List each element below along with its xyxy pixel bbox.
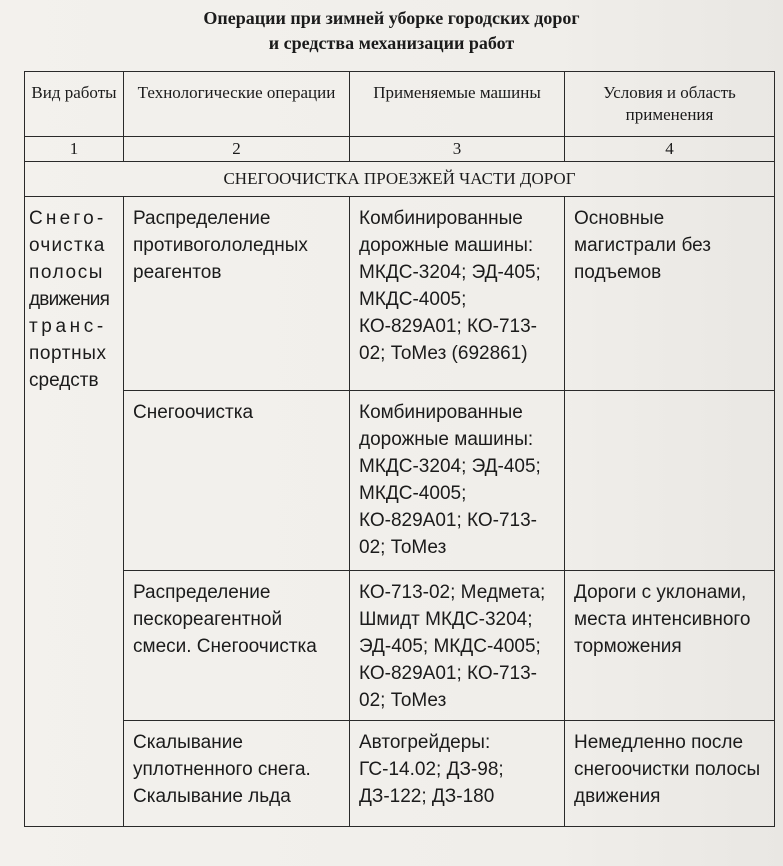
operation-cell: Распределение пескореагентной смеси. Снегоочистка	[124, 571, 350, 721]
operation-cell: Распределение противогололедных реагентов	[124, 197, 350, 391]
work-type-line: транс-	[29, 316, 107, 337]
work-type-line: портных	[29, 343, 107, 364]
machines-cell: Автогрейдеры: ГС-14.02; ДЗ-98; ДЗ-122; ДЗ-180	[350, 721, 565, 827]
table-row	[25, 571, 775, 721]
table-row	[25, 721, 775, 827]
machines-cell: Комбинированные дорожные машины: МКДС-3204; ЭД-405; МКДС-4005; КО-829А01; КО-713-02; ТоМез	[350, 391, 565, 571]
work-type-line: полосы	[29, 262, 105, 283]
column-number: 4	[565, 137, 775, 162]
header-operations: Технологические операции	[124, 72, 350, 137]
work-type-line: очистка	[29, 235, 106, 256]
table-row	[25, 391, 775, 571]
header-conditions: Условия и область применения	[565, 72, 775, 137]
operation-cell: Скалывание уплотненного снега. Скалывание льда	[124, 721, 350, 827]
header-work-type: Вид работы	[25, 72, 124, 137]
machines-cell: Комбинированные дорожные машины: МКДС-3204; ЭД-405; МКДС-4005; КО-829А01; КО-713-02; ТоМез (692861)	[350, 197, 565, 391]
column-number: 3	[350, 137, 565, 162]
conditions-cell	[565, 391, 775, 571]
header-row	[25, 72, 775, 137]
work-type-cell	[25, 197, 124, 827]
section-row	[25, 162, 775, 197]
title-line-2: и средства механизации работ	[268, 33, 515, 53]
column-number: 2	[124, 137, 350, 162]
work-type-line: движения	[29, 289, 110, 310]
work-type-line: средств	[29, 370, 99, 391]
conditions-cell: Немедленно после снегоочистки полосы движения	[565, 721, 775, 827]
operations-table	[24, 71, 775, 827]
column-number-row	[25, 137, 775, 162]
title-line-1: Операции при зимней уборке городских дорог	[203, 8, 580, 28]
header-machines: Применяемые машины	[350, 72, 565, 137]
table-row	[25, 197, 775, 391]
section-title: СНЕГООЧИСТКА ПРОЕЗЖЕЙ ЧАСТИ ДОРОГ	[25, 162, 775, 197]
conditions-cell: Основные магистрали без подъемов	[565, 197, 775, 391]
machines-cell: КО-713-02; Медмета; Шмидт МКДС-3204; ЭД-405; МКДС-4005; КО-829А01; КО-713-02; ТоМез	[350, 571, 565, 721]
operation-cell: Снегоочистка	[124, 391, 350, 571]
document-title	[0, 6, 783, 56]
conditions-cell: Дороги с уклонами, места интенсивного торможения	[565, 571, 775, 721]
work-type-line: Снего-	[29, 208, 107, 229]
column-number: 1	[25, 137, 124, 162]
